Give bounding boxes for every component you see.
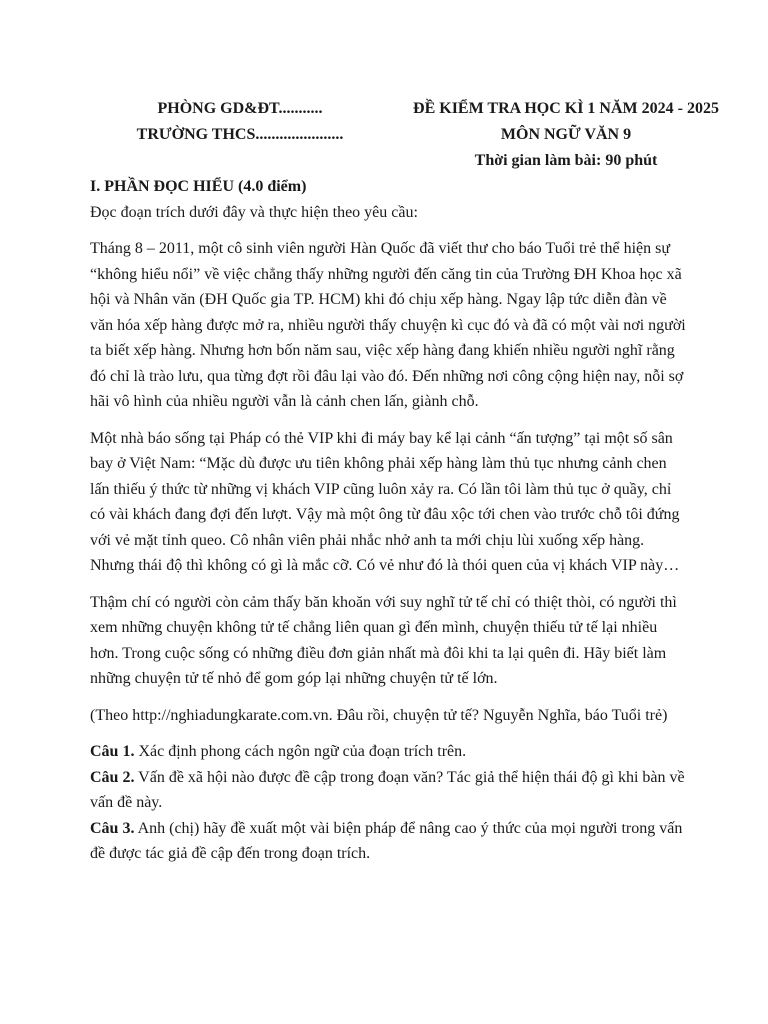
school-header (110, 96, 370, 148)
question-label: Câu 2. (90, 768, 135, 786)
question-text: Vấn đề xã hội nào được đề cập trong đoạn văn? Tác giả thể hiện thái độ gì khi bàn về vấn đề này. (90, 768, 685, 811)
subject-name: MÔN NGỮ VĂN 9 (500, 126, 632, 143)
question-label: Câu 3. (90, 819, 135, 837)
question-1 (90, 739, 686, 765)
passage-paragraph-3: Thậm chí có người còn cảm thấy băn khoăn với suy nghĩ tử tế chỉ có thiệt thòi, có người thì xem những chuyện không tử tế chẳng liên quan gì đến mình, chuyện thiếu tử tế lại nhiều hơn. Trong cuộc sống có những điều đơn giản nhất mà đôi khi ta lại quên đi. Hãy biết làm những chuyện tử tế nhỏ để gom góp lại những chuyện tử tế lớn. (90, 593, 677, 687)
question-3 (90, 816, 686, 867)
question-text: Anh (chị) hãy đề xuất một vài biện pháp để nâng cao ý thức của mọi người trong vấn đề được tác giả đề cập đến trong đoạn trích. (90, 819, 683, 862)
question-text: Xác định phong cách ngôn ngữ của đoạn trích trên. (134, 743, 467, 760)
department-name: PHÒNG GD&ĐT........... (157, 100, 323, 117)
passage-paragraph-2: Một nhà báo sống tại Pháp có thẻ VIP khi đi máy bay kể lại cảnh “ấn tượng” tại một số sân bay ở Việt Nam: “Mặc dù được ưu tiên không phải xếp hàng làm thủ tục nhưng cảnh chen lấn thiếu ý thức từ những vị khách VIP cũng luôn xảy ra. Có lần tôi làm thủ tục ở quầy, chỉ có vài khách đang đợi đến lượt. Vậy mà một ông từ đâu xộc tới chen vào trước chỗ tôi đứng với vẻ mặt tỉnh queo. Cô nhân viên phải nhắc nhở anh ta mới chịu lùi xuống xếp hàng. Nhưng thái độ thì không có gì là mắc cỡ. Có vẻ như đó là thói quen của vị khách VIP này… (90, 429, 680, 574)
instruction: Đọc đoạn trích dưới đây và thực hiện theo yêu cầu: (90, 203, 418, 221)
section-title: I. PHẦN ĐỌC HIỂU (4.0 điểm) (90, 178, 307, 195)
exam-header (386, 96, 746, 174)
passage-paragraph-1: Tháng 8 – 2011, một cô sinh viên người Hàn Quốc đã viết thư cho báo Tuổi trẻ thể hiện sự “không hiểu nổi” về việc chẳng thấy những người đến căng tin của Trường ĐH Khoa học xã hội và Nhân văn (ĐH Quốc gia TP. HCM) khi đó chịu xếp hàng. Ngay lập tức diễn đàn về văn hóa xếp hàng được mở ra, nhiều người thấy chuyện kì cục đó và đã có một vài nơi người ta biết xếp hàng. Nhưng hơn bốn năm sau, việc xếp hàng đang khiến nhiều người nghĩ rằng đó chỉ là trào lưu, qua từng đợt rồi đâu lại vào đó. Đến những nơi công cộng hiện nay, nỗi sợ hãi vô hình của nhiều người vẫn là cảnh chen lấn, giành chỗ. (90, 240, 686, 410)
exam-body (90, 174, 686, 867)
time-limit: Thời gian làm bài: 90 phút (474, 152, 658, 169)
question-label: Câu 1. (90, 743, 135, 760)
exam-title: ĐỀ KIỂM TRA HỌC KÌ 1 NĂM 2024 - 2025 (413, 100, 719, 117)
school-name: TRƯỜNG THCS...................... (136, 126, 344, 143)
question-2 (90, 765, 686, 816)
passage-source: (Theo http://nghiadungkarate.com.vn. Đâu rồi, chuyện tử tế? Nguyễn Nghĩa, báo Tuổi trẻ) (90, 706, 668, 724)
